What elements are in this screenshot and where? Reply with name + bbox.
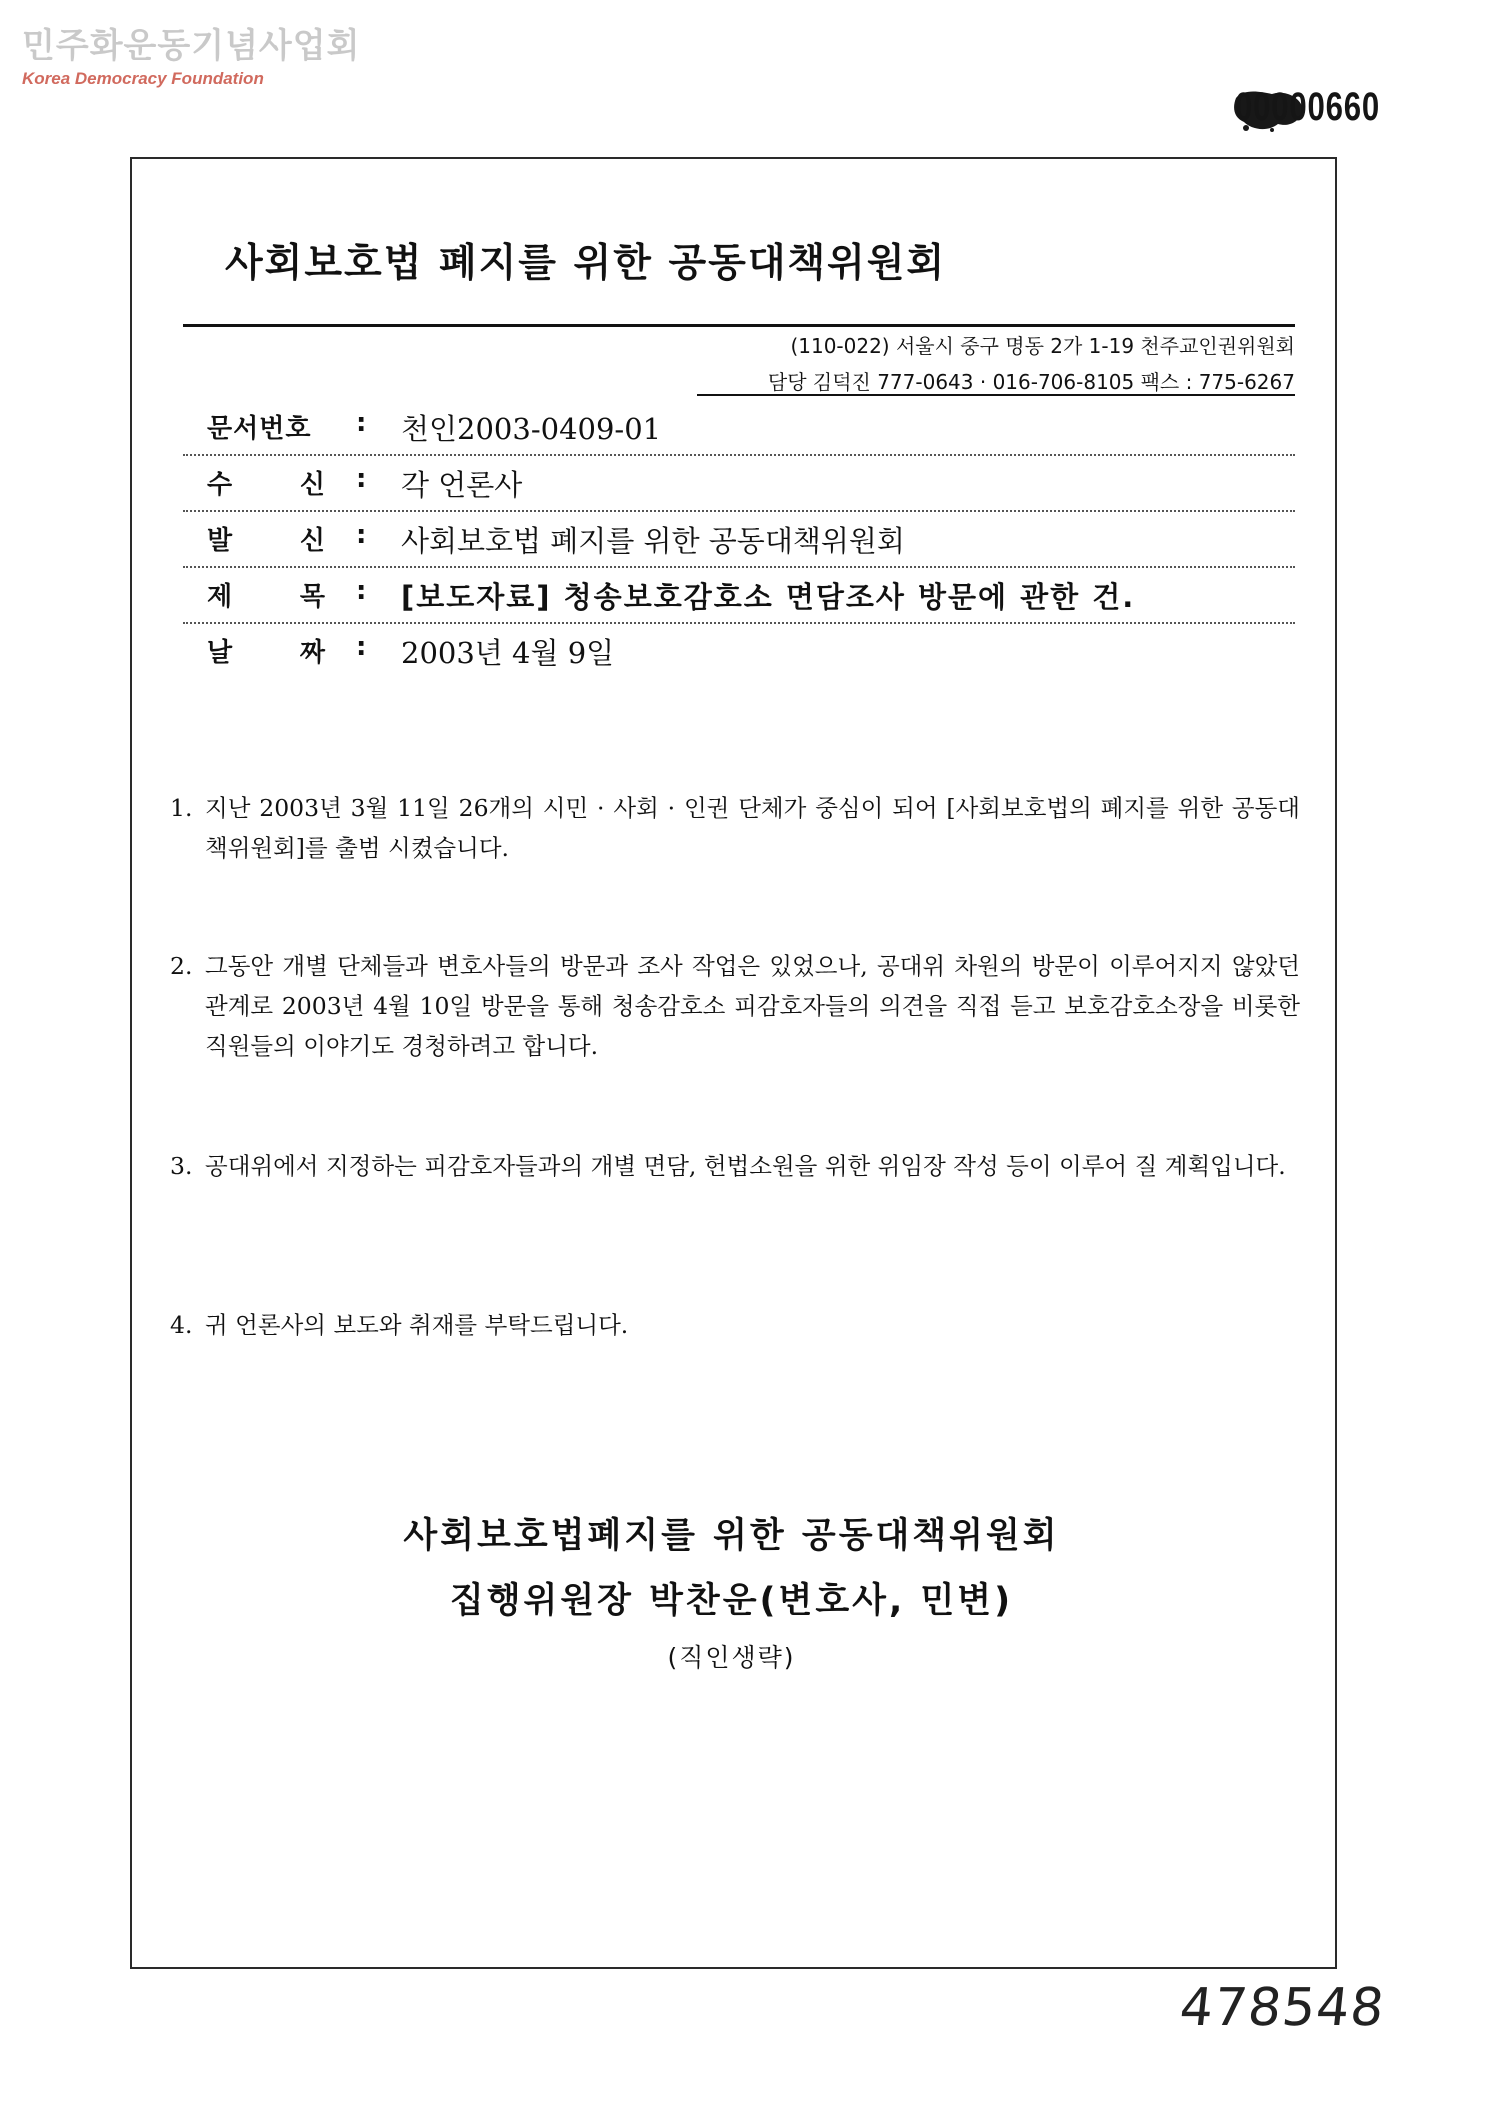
subject-label-a: 제 (207, 582, 233, 612)
recipient-value: 각 언론사 (401, 468, 523, 502)
letterhead-title: 사회보호법 폐지를 위한 공동대책위원회 (225, 241, 947, 286)
subject-label-b: 목 (299, 582, 325, 612)
subject-value: [보도자료] 청송보호감호소 면담조사 방문에 관한 건. (401, 580, 1136, 614)
header-row-doc-no (183, 398, 1295, 456)
watermark-korean: 민주화운동기념사업회 (22, 26, 361, 66)
paragraph-text: 지난 2003년 3월 11일 26개의 시민 · 사회 · 인권 단체가 중심이 되어 [사회보호법의 폐지를 위한 공동대책위원회]를 출범 시켰습니다. (205, 794, 1300, 862)
paragraph-number: 3. (170, 1152, 193, 1180)
date-label (207, 632, 325, 669)
sender-label-a: 발 (207, 526, 233, 556)
header-row-subject (183, 566, 1295, 624)
header-row-date (183, 622, 1295, 678)
sender-value: 사회보호법 폐지를 위한 공동대책위원회 (401, 524, 905, 558)
recipient-colon: : (356, 464, 367, 494)
sender-label (207, 520, 325, 557)
recipient-label-b: 신 (299, 470, 325, 500)
body-paragraph-4 (170, 1305, 1300, 1345)
seal-omitted-note: (직인생략) (667, 1643, 796, 1672)
letterhead-contact: 담당 김덕진 777-0643 · 016-706-8105 팩스 : 775-6267 (767, 370, 1295, 394)
sender-label-b: 신 (299, 526, 325, 556)
header-row-recipient (183, 454, 1295, 512)
foundation-watermark (22, 18, 360, 89)
subject-colon: : (356, 576, 367, 606)
paragraph-number: 4. (170, 1311, 193, 1339)
handwritten-number: 478548 (1176, 1978, 1388, 2038)
date-label-b: 짜 (299, 638, 325, 668)
header-row-sender (183, 510, 1295, 568)
doc-no-value: 천인2003-0409-01 (401, 412, 662, 446)
doc-no-colon: : (356, 408, 367, 438)
signature-chair: 집행위원장 박찬운(변호사, 민변) (449, 1581, 1014, 1621)
signature-organization: 사회보호법폐지를 위한 공동대책위원회 (403, 1516, 1060, 1556)
recipient-label-a: 수 (207, 470, 233, 500)
paragraph-text: 공대위에서 지정하는 피감호자들과의 개별 면담, 헌법소원을 위한 위임장 작성 등이 이루어 질 계획입니다. (205, 1152, 1286, 1180)
body-paragraph-3 (170, 1146, 1300, 1186)
paragraph-text: 그동안 개별 단체들과 변호사들의 방문과 조사 작업은 있었으나, 공대위 차원의 방문이 이루어지지 않았던 관계로 2003년 4월 10일 방문을 통해 청송감호소 피감호자들의 의견을 직접 듣고 보호감호소장을 비롯한 직원들의 이야기도 경청하려고 합니다. (205, 952, 1300, 1060)
sender-colon: : (356, 520, 367, 550)
recipient-label (207, 464, 325, 501)
contact-rule (697, 394, 1295, 396)
archive-id-stamp: 00000660 (1235, 85, 1381, 129)
date-colon: : (356, 632, 367, 662)
date-value: 2003년 4월 9일 (401, 636, 615, 670)
paragraph-text: 귀 언론사의 보도와 취재를 부탁드립니다. (205, 1311, 629, 1339)
subject-label (207, 576, 325, 613)
letterhead-address: (110-022) 서울시 중구 명동 2가 1-19 천주교인권위원회 (790, 334, 1295, 358)
body-paragraph-1 (170, 788, 1300, 868)
letterhead-rule (183, 324, 1295, 327)
body-paragraph-2 (170, 946, 1300, 1066)
paragraph-number: 2. (170, 952, 193, 980)
doc-no-label: 문서번호 (207, 414, 312, 444)
date-label-a: 날 (207, 638, 233, 668)
paragraph-number: 1. (170, 794, 193, 822)
watermark-english: Korea Democracy Foundation (22, 69, 264, 88)
